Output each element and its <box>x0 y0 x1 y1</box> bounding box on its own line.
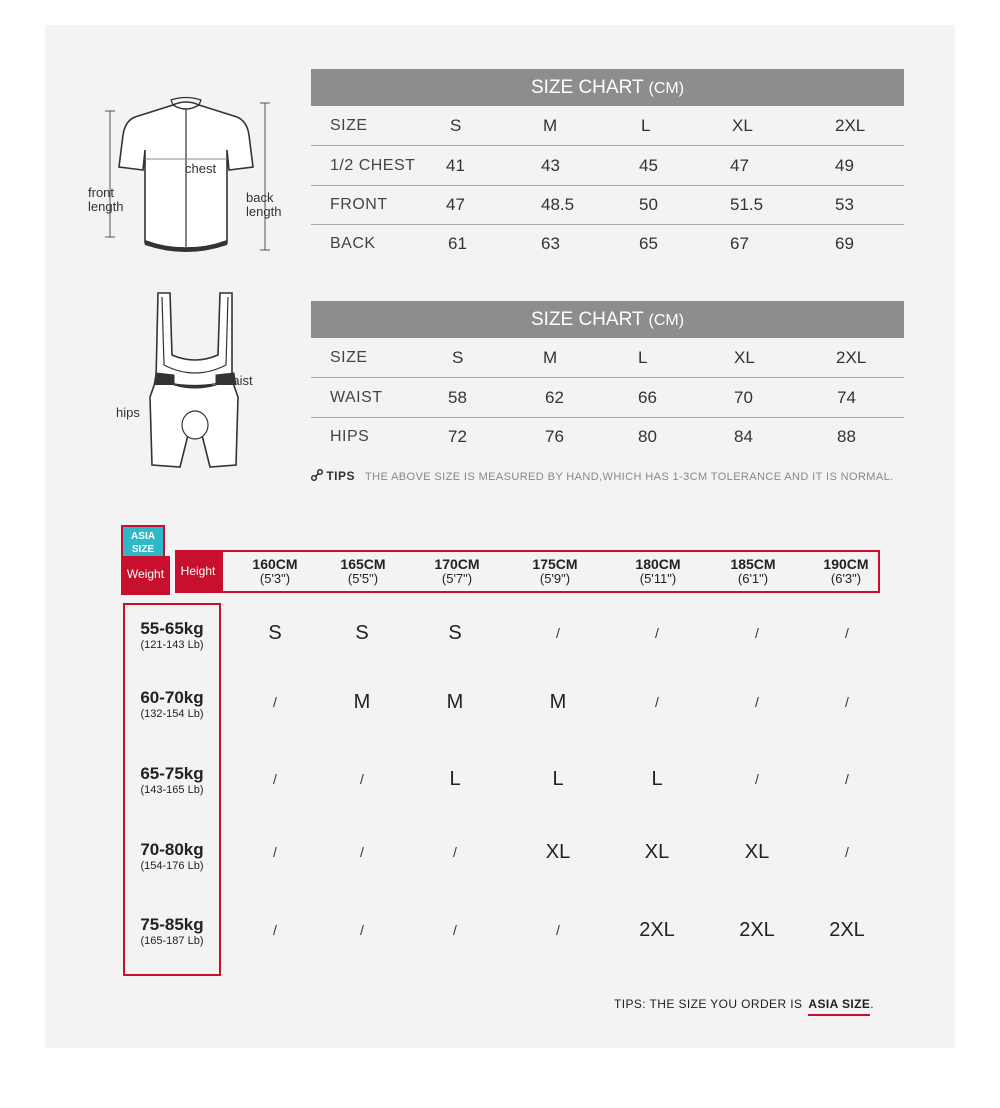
size-cell: / <box>453 922 457 938</box>
hips-label: hips <box>116 405 140 420</box>
size-cell: XL <box>644 841 670 863</box>
size-cell: M <box>446 691 464 713</box>
chest-label: chest <box>185 161 217 176</box>
size-cell: / <box>360 771 364 787</box>
size-cell: / <box>755 771 759 787</box>
size-cell: / <box>845 771 849 787</box>
height-175: 175CM (5'9") <box>532 556 578 586</box>
waist-label: waist <box>223 373 253 388</box>
link-icon <box>311 469 323 481</box>
height-165: 165CM (5'5") <box>340 556 386 586</box>
front-length-label: front length <box>88 185 124 214</box>
size-cell: M <box>353 691 371 713</box>
size-cell: 2XL <box>739 919 775 941</box>
size-cell: M <box>549 691 567 713</box>
size-cell: / <box>845 625 849 641</box>
size-cell: L <box>449 768 461 790</box>
size-cell: / <box>273 694 277 710</box>
size-m: M <box>543 116 558 135</box>
size-cell: / <box>273 844 277 860</box>
tips-label: TIPS <box>326 469 356 483</box>
size-cell: / <box>360 844 364 860</box>
weight-label: Weight <box>121 556 170 595</box>
size-cell: XL <box>744 841 770 863</box>
weight-70-80: 70-80kg (154-176 Lb) <box>140 840 204 872</box>
jersey-chart-header <box>311 106 904 146</box>
height-170: 170CM (5'7") <box>434 556 480 586</box>
bib-chart-title: SIZE CHART (CM) <box>311 301 904 338</box>
tips-text: THE ABOVE SIZE IS MEASURED BY HAND,WHICH HAS 1-3CM TOLERANCE AND IT IS NORMAL. <box>365 471 894 483</box>
size-2xl: 2XL <box>835 116 866 135</box>
size-cell: / <box>845 694 849 710</box>
measurement-tips <box>311 469 894 483</box>
size-cell: L <box>651 768 663 790</box>
size-cell: S <box>268 622 282 644</box>
table-row: FRONT 47 48.5 50 51.5 53 <box>311 185 904 225</box>
size-s: S <box>450 116 462 135</box>
size-column-label: SIZE <box>330 117 368 134</box>
size-cell: / <box>655 694 659 710</box>
asia-size-highlight: ASIA SIZE <box>808 997 870 1016</box>
height-180: 180CM (5'11") <box>635 556 681 586</box>
size-cell: / <box>755 694 759 710</box>
jersey-illustration <box>95 95 295 260</box>
bib-chart-header: SIZE S M L XL 2XL <box>311 338 904 378</box>
height-190: 190CM (6'3") <box>823 556 869 586</box>
order-size-note: TIPS: THE SIZE YOU ORDER IS ASIA SIZE. <box>614 997 874 1011</box>
table-row: 1/2 CHEST 41 43 45 47 49 <box>311 146 904 186</box>
size-cell: / <box>556 922 560 938</box>
back-length-label: back length <box>246 190 282 219</box>
size-cell: / <box>845 844 849 860</box>
size-cell: / <box>556 625 560 641</box>
weight-65-75: 65-75kg (143-165 Lb) <box>140 764 204 796</box>
weight-55-65: 55-65kg (121-143 Lb) <box>140 619 204 651</box>
size-cell: S <box>448 622 462 644</box>
size-cell: / <box>273 771 277 787</box>
asia-size-badge: ASIA SIZE <box>121 525 169 593</box>
size-cell: / <box>273 922 277 938</box>
table-row: HIPS 72 76 80 84 88 <box>330 427 856 446</box>
table-row: WAIST 58 62 66 70 74 <box>311 378 904 418</box>
weight-60-70: 60-70kg (132-154 Lb) <box>140 688 204 720</box>
size-cell: 2XL <box>639 919 675 941</box>
size-l: L <box>641 116 651 135</box>
jersey-chart-title: SIZE CHART (CM) <box>311 69 904 106</box>
size-cell: XL <box>545 841 571 863</box>
weight-75-85: 75-85kg (165-187 Lb) <box>140 915 204 947</box>
height-label: Height <box>175 550 221 593</box>
table-row: BACK 61 63 65 67 69 <box>330 234 854 253</box>
size-cell: / <box>755 625 759 641</box>
size-xl: XL <box>732 116 753 135</box>
size-cell: / <box>360 922 364 938</box>
height-185: 185CM (6'1") <box>730 556 776 586</box>
size-cell: 2XL <box>829 919 865 941</box>
size-cell: L <box>552 768 564 790</box>
size-cell: S <box>355 622 369 644</box>
size-cell: / <box>453 844 457 860</box>
height-160: 160CM (5'3") <box>252 556 298 586</box>
size-cell: / <box>655 625 659 641</box>
